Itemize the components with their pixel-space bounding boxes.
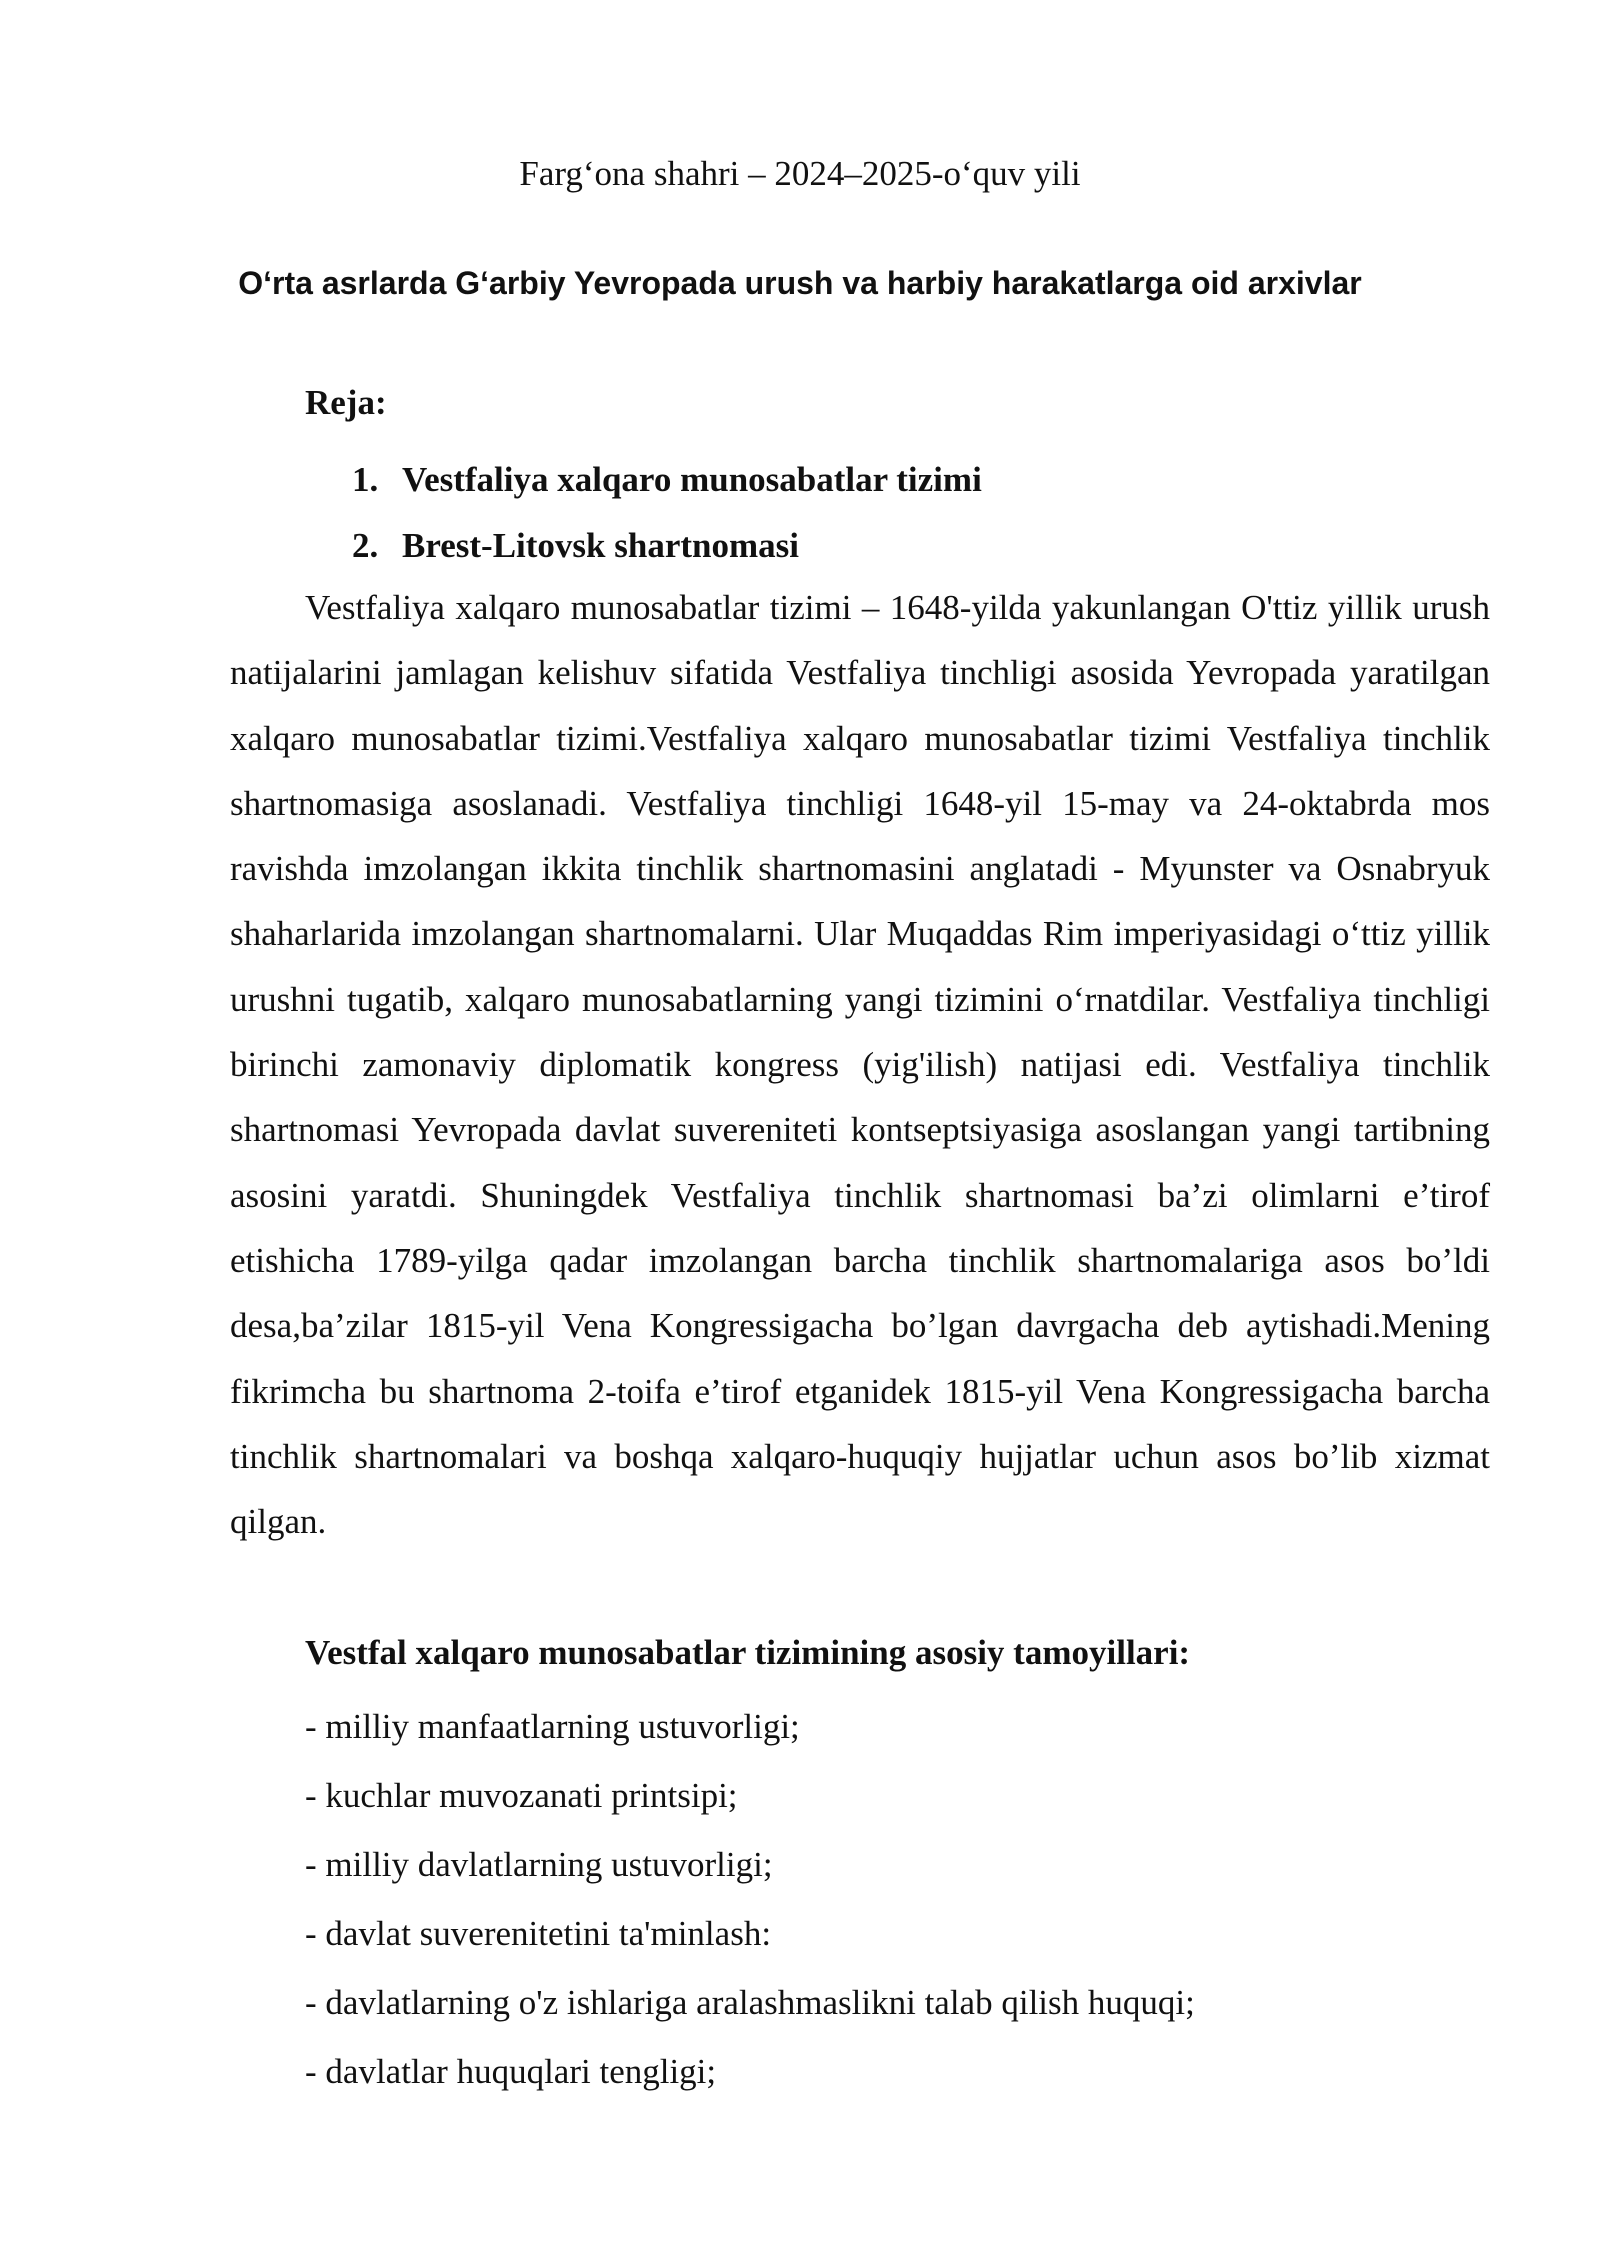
principles-heading: Vestfal xalqaro munosabatlar tizimining asosiy tamoyillari:	[305, 1633, 1191, 1672]
principles-list	[305, 1692, 1195, 2106]
plan-item-text: Brest-Litovsk shartnomasi	[402, 526, 800, 565]
principle-item: - milliy davlatlarning ustuvorligi;	[305, 1845, 773, 1884]
place-year-line: Farg‘ona shahri – 2024–2025-o‘quv yili	[519, 154, 1081, 193]
body-paragraph: Vestfaliya xalqaro munosabatlar tizimi – 1648-yilda yakunlangan O'ttiz yillik urush natijalarini jamlagan kelishuv sifatida Vestfaliya tinchligi asosida Yevropada yaratilgan xalqaro munosabatlar tizimi.Vestfaliya xalqaro munosabatlar tizimi Vestfaliya tinchlik shartnomasiga asoslanadi. Vestfaliya tinchligi 1648-yil 15-may va 24-oktabrda mos ravishda imzolangan ikkita tinchlik shartnomasini anglatadi - Myunster va Osnabryuk shaharlarida imzolangan shartnomalarni. Ular Muqaddas Rim imperiyasidagi o‘ttiz yillik urushni tugatib, xalqaro munosabatlarning yangi tizimini o‘rnatdilar. Vestfaliya tinchligi birinchi zamonaviy diplomatik kongress (yig'ilish) natijasi edi. Vestfaliya tinchlik shartnomasi Yevropada davlat suvereniteti kontseptsiyasiga asoslangan yangi tartibning asosini yaratdi. Shuningdek Vestfaliya tinchlik shartnomasi ba’zi olimlarni e’tirof etishicha 1789-yilga qadar imzolangan barcha tinchlik shartnomalariga asos bo’ldi desa,ba’zilar 1815-yil Vena Kongressigacha bo’lgan davrgacha deb aytishadi.Mening fikrimcha bu shartnoma 2-toifa e’tirof etganidek 1815-yil Vena Kongressigacha barcha tinchlik shartnomalari va boshqa xalqaro-huquqiy hujjatlar uchun asos bo’lib xizmat qilgan.	[230, 588, 1490, 1542]
principle-item: - kuchlar muvozanati printsipi;	[305, 1776, 738, 1815]
plan-item	[352, 513, 982, 579]
plan-label: Reja:	[305, 383, 387, 422]
plan-item-number: 2.	[352, 526, 379, 565]
plan-item	[352, 447, 982, 513]
principle-item: - milliy manfaatlarning ustuvorligi;	[305, 1707, 800, 1746]
principle-item: - davlatlar huquqlari tengligi;	[305, 2052, 717, 2091]
plan-list	[352, 447, 982, 579]
document-title: O‘rta asrlarda G‘arbiy Yevropada urush va harbiy harakatlarga oid arxivlar	[238, 265, 1362, 301]
principle-item: - davlatlarning o'z ishlariga aralashmaslikni talab qilish huquqi;	[305, 1983, 1195, 2022]
plan-item-text: Vestfaliya xalqaro munosabatlar tizimi	[402, 460, 982, 499]
principle-item: - davlat suverenitetini ta'minlash:	[305, 1914, 772, 1953]
plan-item-number: 1.	[352, 460, 379, 499]
